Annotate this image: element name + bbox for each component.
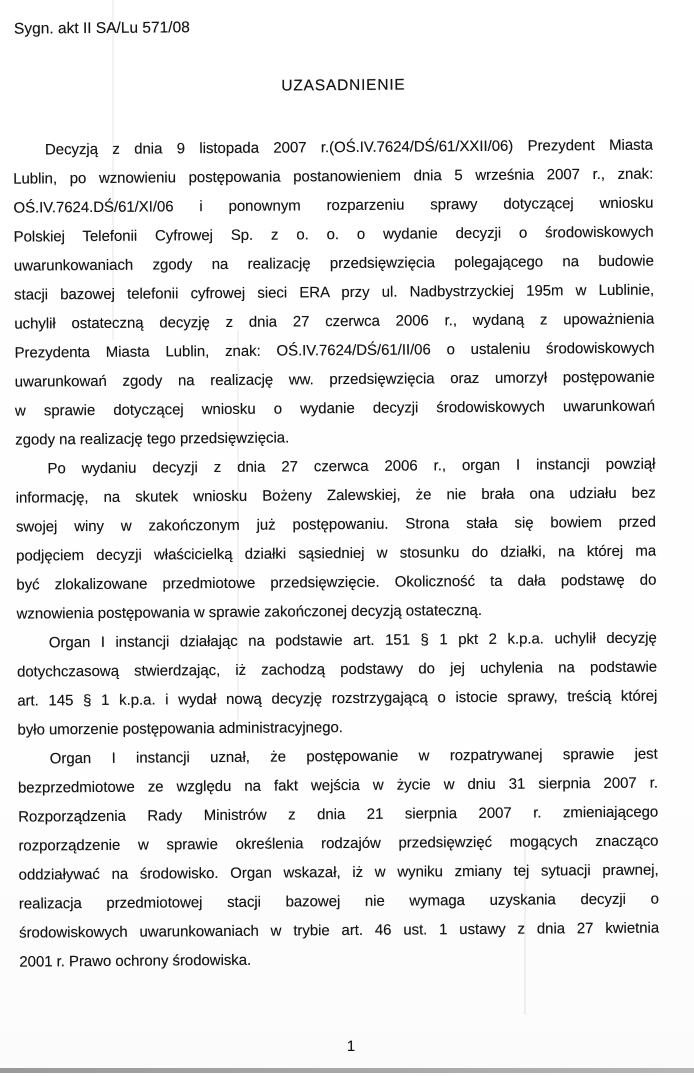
text-line: Polskiej Telefonii Cyfrowej Sp. z o. o. o wydanie decyzji o środowiskowych	[13, 223, 654, 246]
text-line: podjęciem decyzji właścicielką działki sąsiedniej w stosunku do działki, na której ma	[16, 542, 657, 565]
text-line: Prezydenta Miasta Lublin, znak: OŚ.IV.7624/DŚ/61/II/06 o ustaleniu środowiskowych	[14, 339, 655, 362]
text-line: środowiskowych uwarunkowaniach w trybie art. 46 ust. 1 ustawy z dnia 27 kwietnia	[19, 919, 660, 942]
text-line: dotychczasową stwierdzając, iż zachodzą podstawy do jej uchylenia na podstawie	[16, 658, 658, 681]
scanner-edge	[0, 1068, 694, 1073]
text-line: realizacja przedmiotowej stacji bazowej nie wymaga uzyskania decyzji o	[18, 890, 659, 913]
text-line: swojej winy w zakończonym już postępowaniu. Strona stała się bowiem przed	[15, 513, 656, 536]
text-line: 2001 r. Prawo ochrony środowiska.	[19, 951, 252, 971]
text-line: Organ I instancji działając na podstawie art. 151 § 1 pkt 2 k.p.a. uchylił decyzję	[48, 629, 657, 652]
text-line: uwarunkowaniach zgody na realizację przedsięwzięcia polegającego na budowie	[13, 252, 654, 275]
text-line: uchylił ostateczną decyzję z dnia 27 czerwca 2006 r., wydaną z upoważnienia	[14, 310, 655, 333]
text-line: wznowienia postępowania w sprawie zakończonej decyzją ostateczną.	[16, 601, 483, 623]
text-line: zgody na realizację tego przedsięwzięcia.	[15, 429, 290, 449]
text-line: oddziaływać na środowisko. Organ wskazał, iż w wyniku zmiany tej sytuacji prawnej,	[18, 861, 659, 884]
text-line: Po wydaniu decyzji z dnia 27 czerwca 2006 r., organ I instancji powziął	[47, 455, 656, 478]
text-line: informację, na skutek wniosku Bożeny Zalewskiej, że nie brała ona udziału bez	[15, 484, 656, 507]
text-line: stacji bazowej telefonii cyfrowej sieci ERA przy ul. Nadbystrzyckiej 195m w Lublinie,	[14, 281, 655, 304]
text-line: uwarunkowań zgody na realizację ww. przedsięwzięcia oraz umorzył postępowanie	[14, 368, 655, 391]
text-line: Decyzją z dnia 9 listopada 2007 r.(OŚ.IV.7624/DŚ/61/XXII/06) Prezydent Miasta	[44, 136, 654, 159]
text-line: być zlokalizowane przedmiotowe przedsięwzięcie. Okoliczność ta dała podstawę do	[16, 571, 657, 594]
text-line: art. 145 § 1 k.p.a. i wydał nową decyzję rozstrzygającą o istocie sprawy, treścią której	[17, 687, 658, 710]
page-number: 1	[346, 1037, 356, 1056]
text-line: było umorzenie postępowania administracyjnego.	[17, 719, 343, 739]
text-line: Rozporządzenia Rady Ministrów z dnia 21 sierpnia 2007 r. zmieniającego	[18, 803, 659, 826]
text-line: rozporządzenie w sprawie określenia rodzajów przedsięwzięć mogących znacząco	[18, 832, 659, 855]
document-title: UZASADNIENIE	[281, 76, 406, 95]
text-line: w sprawie dotyczącej wniosku o wydanie decyzji środowiskowych uwarunkowań	[14, 397, 656, 420]
case-number: Sygn. akt II SA/Lu 571/08	[13, 19, 190, 38]
paragraph	[18, 740, 660, 977]
text-line: OŚ.IV.7624.DŚ/61/XI/06 i ponownym rozparzeniu sprawy dotyczącej wniosku	[13, 194, 654, 217]
text-line: Lublin, po wznowieniu postępowania postanowieniem dnia 5 września 2007 r., znak:	[13, 165, 654, 188]
paragraph	[17, 624, 658, 745]
paragraph	[15, 450, 656, 629]
text-line: bezprzedmiotowe ze względu na fakt wejścia w życie w dniu 31 sierpnia 2007 r.	[17, 774, 659, 797]
text-line: Organ I instancji uznał, że postępowanie w rozpatrywanej sprawie jest	[49, 745, 658, 768]
paragraph	[13, 131, 655, 455]
document-body	[13, 131, 660, 977]
